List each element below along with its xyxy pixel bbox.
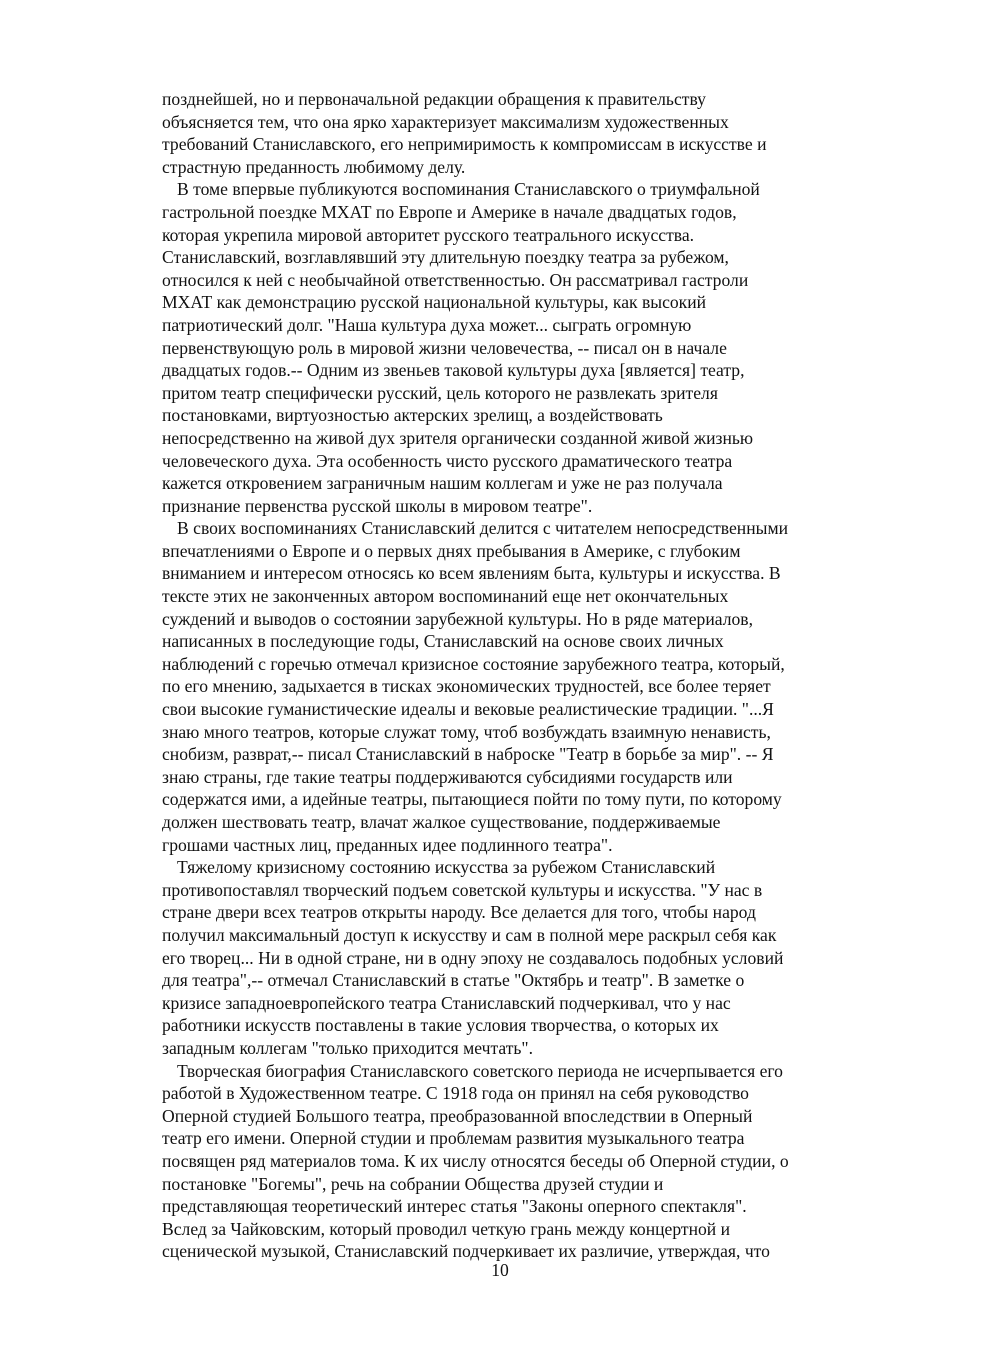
text-line: позднейшей, но и первоначальной редакции обращения к правительству <box>162 89 706 109</box>
paragraph <box>162 517 852 856</box>
text-line: двадцатых годов.-- Одним из звеньев таковой культуры духа [является] театр, <box>162 360 745 381</box>
text-line: первенствующую роль в мировой жизни человечества, -- писал он в начале <box>162 337 727 358</box>
text-line: работники искусств поставлены в такие условия творчества, о которых их <box>162 1015 719 1036</box>
text-line: признание первенства русской школы в мировом театре". <box>162 495 593 516</box>
text-line: патриотический долг. "Наша культура духа может... сыграть огромную <box>162 314 692 335</box>
text-line: человеческого духа. Эта особенность чисто русского драматического театра <box>162 450 733 471</box>
paragraph <box>162 178 852 517</box>
text-line: для театра",-- отмечал Станиславский в статье "Октябрь и театр". В заметке о <box>162 970 745 991</box>
document-body <box>162 88 852 1263</box>
text-line: по его мнению, задыхается в тисках экономических трудностей, все более теряет <box>162 676 771 697</box>
text-line: должен шествовать театр, влачат жалкое существование, поддерживаемые <box>162 812 721 832</box>
text-line: представляющая теоретический интерес статья "Законы оперного спектакля". <box>162 1196 747 1217</box>
paragraph <box>162 88 852 178</box>
text-line: его творец... Ни в одной стране, ни в одну эпоху не создавалось подобных условий <box>162 947 784 968</box>
text-line: знаю много театров, которые служат тому, чтоб возбуждать взаимную ненависть, <box>162 721 771 742</box>
text-line: кажется откровением заграничным нашим коллегам и уже не раз получала <box>162 473 723 494</box>
text-line: стране двери всех театров открыты народу. Все делается для того, чтобы народ <box>162 902 756 923</box>
text-line: Тяжелому кризисному состоянию искусства за рубежом Станиславский <box>177 857 716 878</box>
text-line: получил максимальный доступ к искусству и сам в полной мере раскрыл себя как <box>162 924 777 945</box>
text-line: притом театр специфически русский, цель которого не развлекать зрителя <box>162 382 718 403</box>
text-line: наблюдений с горечью отмечал кризисное состояние зарубежного театра, который, <box>162 653 785 674</box>
text-line: Оперной студией Большого театра, преобразованной впоследствии в Оперный <box>162 1105 753 1126</box>
text-line: западным коллегам "только приходится мечтать". <box>162 1037 533 1058</box>
text-line: требований Станиславского, его непримиримость к компромиссам в искусстве и <box>162 134 767 155</box>
text-line: страстную преданность любимому делу. <box>162 156 466 177</box>
text-line: Станиславский, возглавлявший эту длительную поездку театра за рубежом, <box>162 247 729 268</box>
text-line: посвящен ряд материалов тома. К их числу относятся беседы об Оперной студии, о <box>162 1150 789 1171</box>
text-line: гастрольной поездке МХАТ по Европе и Америке в начале двадцатых годов, <box>162 201 737 222</box>
text-line: знаю страны, где такие театры поддерживаются субсидиями государств или <box>162 766 733 787</box>
text-line: работой в Художественном театре. С 1918 года он принял на себя руководство <box>162 1083 749 1104</box>
text-line: объясняется тем, что она ярко характеризует максимализм художественных <box>162 111 729 132</box>
text-line: относился к ней с необычайной ответственностью. Он рассматривал гастроли <box>162 269 749 290</box>
text-line: МХАТ как демонстрацию русской национальной культуры, как высокий <box>162 292 707 313</box>
text-line: Вслед за Чайковским, который проводил четкую грань между концертной и <box>162 1218 731 1239</box>
paragraph <box>162 1060 852 1263</box>
text-line: свои высокие гуманистические идеалы и вековые реалистические традиции. "...Я <box>162 699 774 720</box>
text-line: постановками, виртуозностью актерских зрелищ, а воздействовать <box>162 405 663 426</box>
text-line: снобизм, разврат,-- писал Станиславский в наброске "Театр в борьбе за мир". -- Я <box>162 744 774 765</box>
text-line: Творческая биография Станиславского советского периода не исчерпывается его <box>177 1060 783 1081</box>
text-line: сценической музыкой, Станиславский подчеркивает их различие, утверждая, что <box>162 1241 770 1262</box>
text-line: впечатлениями о Европе и о первых днях пребывания в Америке, с глубоким <box>162 540 741 561</box>
text-line: написанных в последующие годы, Станиславский на основе своих личных <box>162 631 724 652</box>
text-line: грошами частных лиц, преданных идее подлинного театра". <box>162 834 613 855</box>
text-line: театр его имени. Оперной студии и проблемам развития музыкального театра <box>162 1128 745 1149</box>
text-line: которая укрепила мировой авторитет русского театрального искусства. <box>162 224 695 245</box>
page-number: 10 <box>491 1260 509 1280</box>
paragraph <box>162 856 852 1059</box>
text-line: суждений и выводов о состоянии зарубежной культуры. Но в ряде материалов, <box>162 608 753 629</box>
text-line: вниманием и интересом относясь ко всем явлениям быта, культуры и искусства. В <box>162 563 781 584</box>
text-line: непосредственно на живой дух зрителя органически созданной живой жизнью <box>162 427 754 448</box>
text-line: В томе впервые публикуются воспоминания Станиславского о триумфальной <box>177 179 760 200</box>
text-line: противопоставлял творческий подъем советской культуры и искусства. "У нас в <box>162 879 763 900</box>
text-line: постановке "Богемы", речь на собрании Общества друзей студии и <box>162 1173 664 1194</box>
text-line: содержатся ими, а идейные театры, пытающиеся пойти по тому пути, по которому <box>162 789 782 810</box>
text-line: тексте этих не законченных автором воспоминаний еще нет окончательных <box>162 586 729 607</box>
text-line: В своих воспоминаниях Станиславский делится с читателем непосредственными <box>177 518 788 539</box>
text-line: кризисе западноевропейского театра Станиславский подчеркивал, что у нас <box>162 992 731 1013</box>
